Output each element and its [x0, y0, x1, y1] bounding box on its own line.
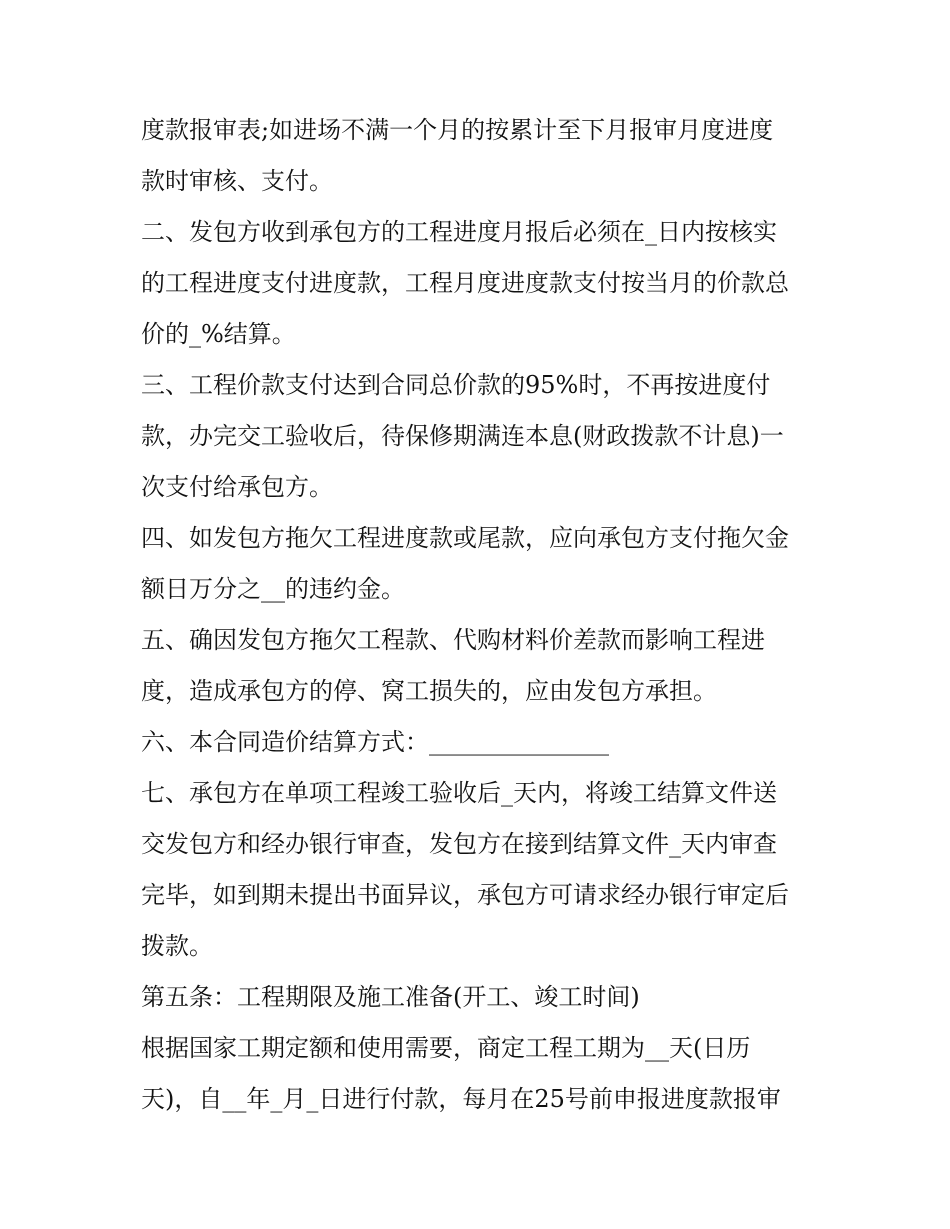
text-line: 次支付给承包方。	[141, 473, 333, 501]
text-line: 四、如发包方拖欠工程进度款或尾款，应向承包方支付拖欠金	[141, 524, 789, 552]
text-line: 度，造成承包方的停、窝工损失的，应由发包方承担。	[141, 677, 717, 705]
text-line: 拨款。	[141, 932, 213, 960]
text-line: 额日万分之__的违约金。	[141, 575, 405, 603]
text-line: 款时审核、支付。	[141, 167, 333, 195]
text-line: 度款报审表;如进场不满一个月的按累计至下月报审月度进度	[141, 116, 774, 144]
section-heading: 第五条：工程期限及施工准备(开工、竣工时间)	[141, 983, 640, 1011]
text-line: 七、承包方在单项工程竣工验收后_天内，将竣工结算文件送	[141, 779, 777, 807]
document-body	[141, 105, 831, 1125]
text-line: 根据国家工期定额和使用需要，商定工程工期为__天(日历	[141, 1034, 751, 1062]
text-line: 五、确因发包方拖欠工程款、代购材料价差款而影响工程进	[141, 626, 765, 654]
text-line: 六、本合同造价结算方式：_______________	[141, 728, 609, 756]
text-line: 三、工程价款支付达到合同总价款的95%时，不再按进度付	[141, 371, 771, 399]
text-line: 交发包方和经办银行审查，发包方在接到结算文件_天内审查	[141, 830, 777, 858]
text-line: 款，办完交工验收后，待保修期满连本息(财政拨款不计息)一	[141, 422, 784, 450]
text-line: 天)，自__年_月_日进行付款，每月在25号前申报进度款报审	[141, 1085, 781, 1113]
text-line: 价的_%结算。	[141, 320, 296, 348]
text-line: 完毕，如到期未提出书面异议，承包方可请求经办银行审定后	[141, 881, 789, 909]
text-line: 二、发包方收到承包方的工程进度月报后必须在_日内按核实	[141, 218, 777, 246]
text-line: 的工程进度支付进度款，工程月度进度款支付按当月的价款总	[141, 269, 789, 297]
